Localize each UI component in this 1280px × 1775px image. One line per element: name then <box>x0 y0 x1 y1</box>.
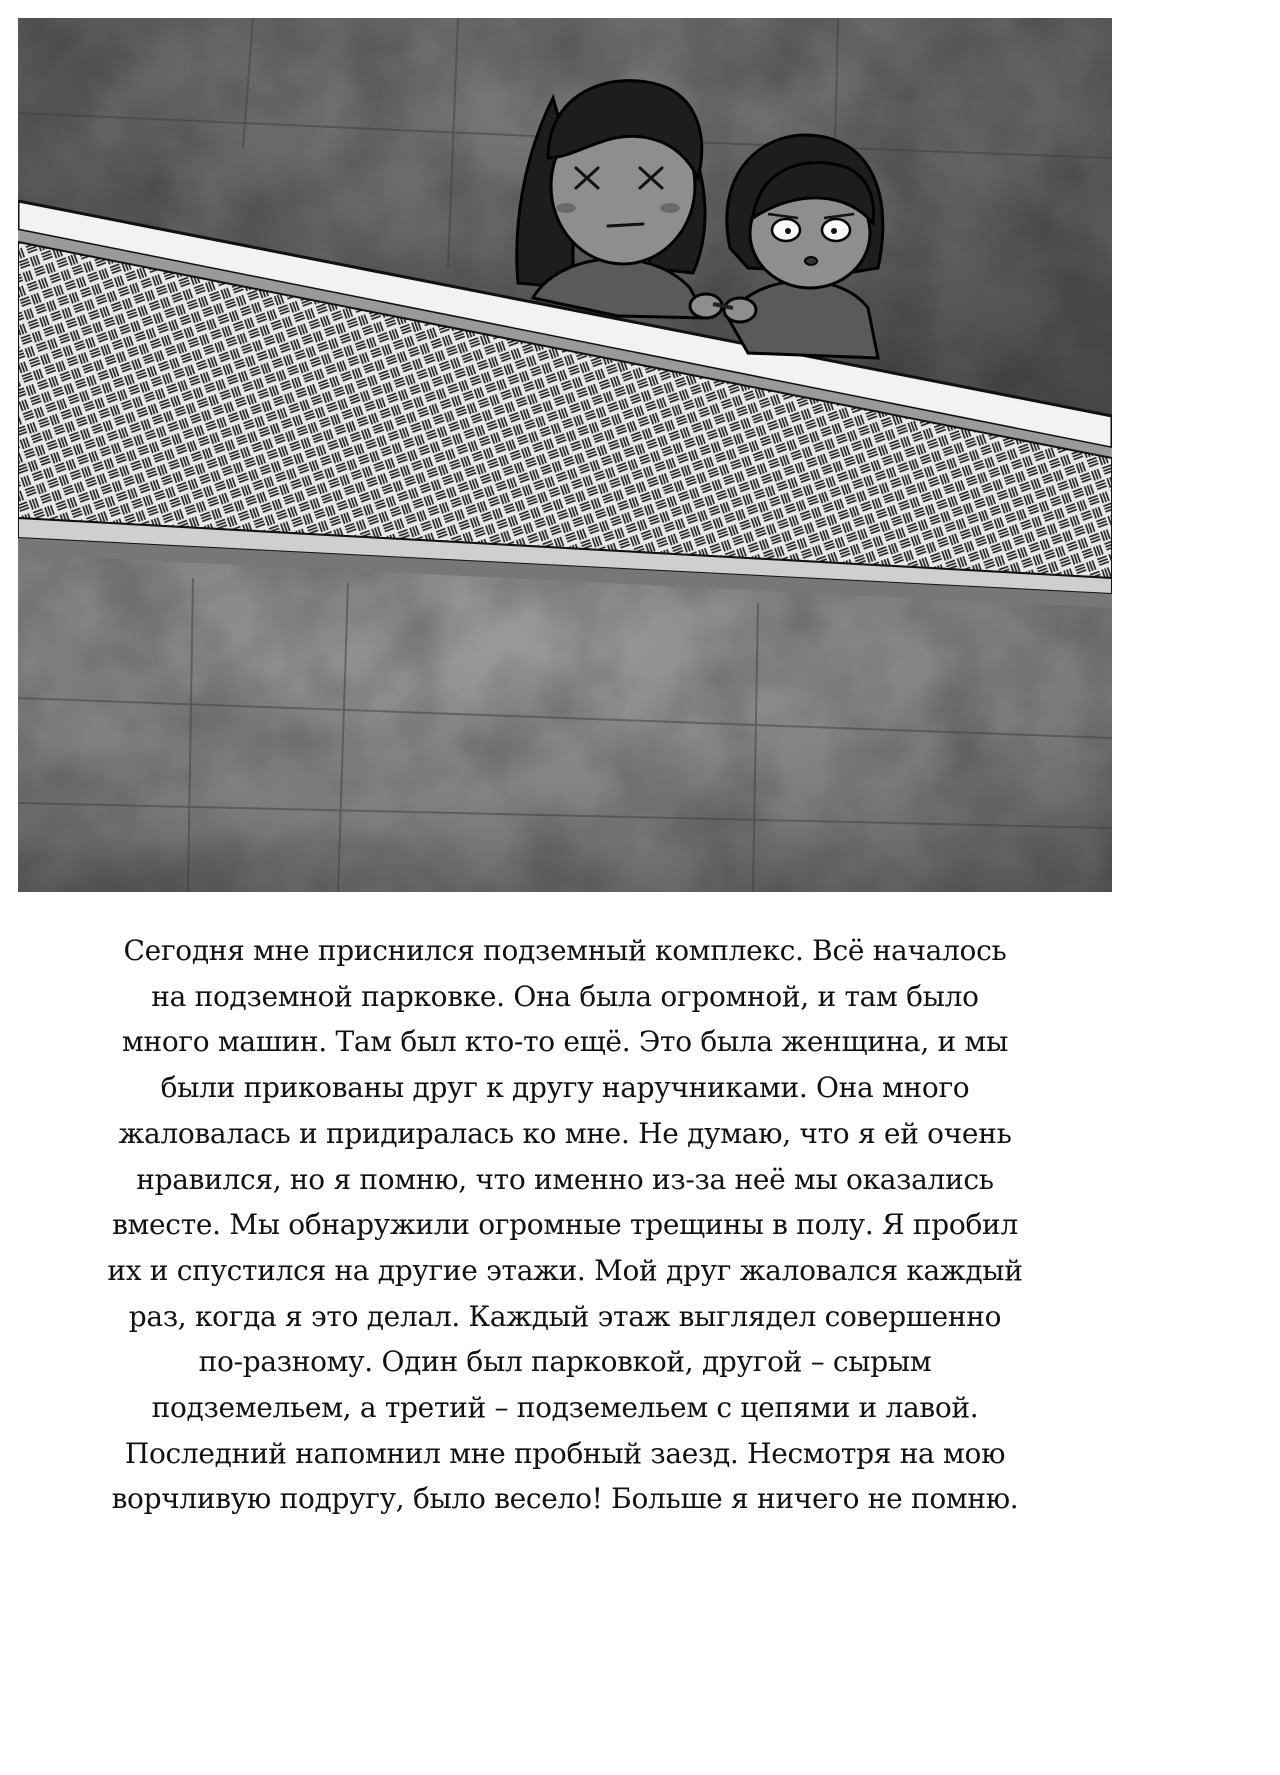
caption-line: по-разному. Один был парковкой, другой – сырым <box>198 1345 932 1379</box>
comic-panel <box>18 18 1112 892</box>
caption-line: жаловалась и придиралась ко мне. Не думаю, что я ей очень <box>118 1116 1012 1150</box>
caption-line: нравился, но я помню, что именно из-за неё мы оказались <box>136 1162 994 1196</box>
caption-line: Последний напомнил мне пробный заезд. Несмотря на мою <box>124 1436 1006 1470</box>
caption-line: были прикованы друг к другу наручниками. Она много <box>160 1071 970 1105</box>
caption-line: Сегодня мне приснился подземный комплекс. Всё началось <box>123 934 1007 967</box>
girl-character <box>727 135 883 358</box>
caption-line: много машин. Там был кто-то ещё. Это была женщина, и мы <box>122 1025 1008 1059</box>
caption-line: ворчливую подругу, было весело! Больше я ничего не помню. <box>111 1482 1019 1516</box>
caption-line: раз, когда я это делал. Каждый этаж выглядел совершенно <box>128 1299 1002 1333</box>
comic-illustration <box>18 18 1112 892</box>
caption-line: вместе. Мы обнаружили огромные трещины в полу. Я пробил <box>112 1208 1018 1242</box>
woman-character <box>517 81 706 318</box>
caption-text <box>30 928 1100 1522</box>
caption-line: на подземной парковке. Она была огромной, и там было <box>151 979 979 1013</box>
caption-line: подземельем, а третий – подземельем с цепями и лавой. <box>151 1391 979 1425</box>
caption-line: их и спустился на другие этажи. Мой друг жаловался каждый <box>107 1253 1023 1287</box>
